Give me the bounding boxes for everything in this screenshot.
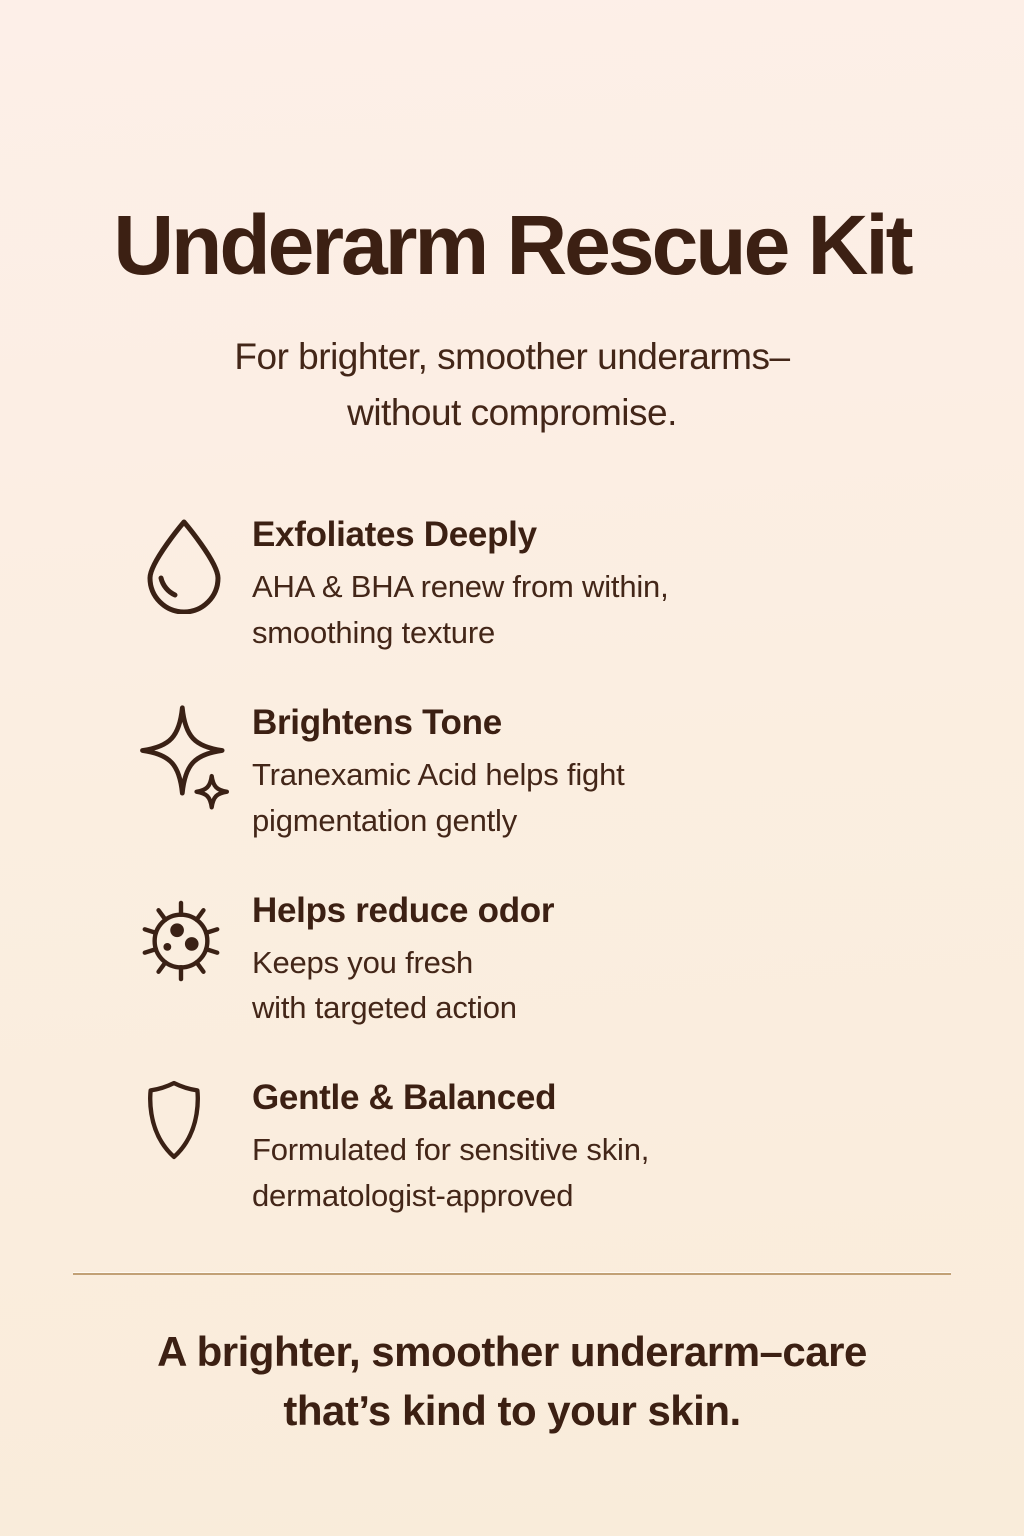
feature-body-line-1: Keeps you fresh	[252, 944, 474, 980]
feature-list	[0, 514, 1024, 1219]
feature-body-line-2: with targeted action	[252, 990, 517, 1026]
feature-heading: Brightens Tone	[252, 702, 502, 742]
divider-line	[73, 1273, 951, 1275]
feature-body-line-2: dermatologist-approved	[252, 1178, 574, 1214]
feature-body	[252, 1127, 649, 1219]
feature-exfoliates	[140, 514, 1024, 656]
feature-text	[252, 1077, 649, 1219]
shield-icon	[140, 1077, 252, 1219]
footer-line-2: that’s kind to your skin.	[283, 1386, 741, 1434]
feature-body-line-1: Formulated for sensitive skin,	[252, 1132, 650, 1168]
feature-odor	[140, 890, 1024, 1032]
feature-text	[252, 890, 554, 1032]
feature-text	[252, 514, 669, 656]
feature-body-line-1: Tranexamic Acid helps fight	[252, 756, 625, 792]
droplet-icon	[140, 514, 252, 656]
feature-heading: Exfoliates Deeply	[252, 515, 537, 554]
footer-tagline	[0, 1323, 1024, 1441]
feature-body	[252, 752, 625, 844]
feature-body	[252, 940, 554, 1032]
microbe-icon	[140, 890, 252, 1032]
sparkles-icon	[140, 702, 252, 844]
feature-heading: Helps reduce odor	[252, 890, 555, 930]
page-subtitle	[0, 329, 1024, 440]
feature-body	[252, 564, 669, 656]
page-title: Underarm Rescue Kit	[113, 198, 911, 292]
feature-text	[252, 702, 625, 844]
subtitle-line-2: without compromise.	[347, 391, 677, 433]
feature-body-line-2: smoothing texture	[252, 614, 496, 650]
feature-brightens	[140, 702, 1024, 844]
feature-heading: Gentle & Balanced	[252, 1078, 557, 1118]
footer-line-1: A brighter, smoother underarm–care	[157, 1328, 867, 1375]
feature-body-line-2: pigmentation gently	[252, 802, 518, 838]
feature-body-line-1: AHA & BHA renew from within,	[252, 569, 669, 604]
subtitle-line-1: For brighter, smoother underarms–	[234, 336, 790, 377]
feature-gentle	[140, 1077, 1024, 1219]
